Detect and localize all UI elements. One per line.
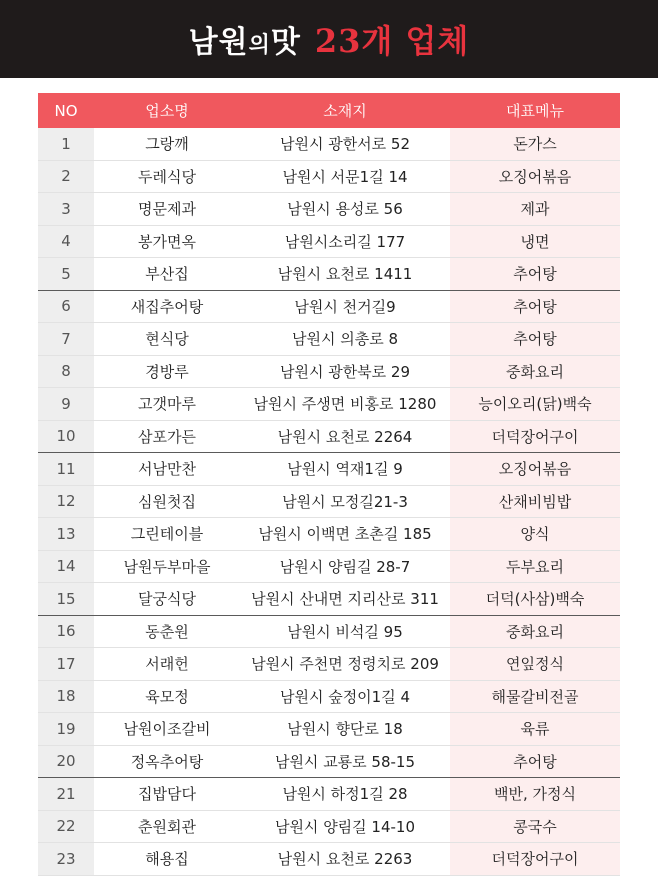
cell-menu: 더덕(사삼)백숙 [450,583,620,616]
cell-menu: 더덕장어구이 [450,843,620,876]
cell-name: 춘원회관 [94,810,240,843]
cell-name: 봉가면옥 [94,225,240,258]
table-row [38,615,620,648]
cell-menu: 두부요리 [450,550,620,583]
cell-name: 고갯마루 [94,388,240,421]
cell-no: 4 [38,225,94,258]
cell-menu: 능이오리(닭)백숙 [450,388,620,421]
cell-no: 7 [38,323,94,356]
cell-menu: 콩국수 [450,810,620,843]
title-tail-text: 맛 [270,25,301,60]
cell-name: 심원첫집 [94,485,240,518]
cell-no: 19 [38,713,94,746]
cell-menu: 산채비빔밥 [450,485,620,518]
cell-address: 남원시 모정길21-3 [240,485,450,518]
cell-name: 부산집 [94,258,240,291]
cell-menu: 오징어볶음 [450,160,620,193]
cell-no: 22 [38,810,94,843]
col-header-address: 소재지 [240,93,450,128]
cell-no: 6 [38,290,94,323]
table-row [38,518,620,551]
table-row [38,485,620,518]
cell-name: 서래헌 [94,648,240,681]
cell-name: 경방루 [94,355,240,388]
cell-no: 10 [38,420,94,453]
table-row [38,713,620,746]
table-header-row [38,93,620,128]
table-row [38,680,620,713]
table-row [38,355,620,388]
cell-menu: 냉면 [450,225,620,258]
col-header-menu: 대표메뉴 [450,93,620,128]
cell-address: 남원시소리길 177 [240,225,450,258]
table-row [38,550,620,583]
cell-name: 그랑깨 [94,128,240,160]
cell-name: 남원두부마을 [94,550,240,583]
cell-menu: 추어탕 [450,745,620,778]
table-row [38,323,620,356]
cell-name: 달궁식당 [94,583,240,616]
col-header-no: NO [38,93,94,128]
cell-address: 남원시 숲정이1길 4 [240,680,450,713]
table-row [38,160,620,193]
cell-name: 육모정 [94,680,240,713]
cell-name: 현식당 [94,323,240,356]
cell-no: 11 [38,453,94,486]
cell-menu: 오징어볶음 [450,453,620,486]
table-row [38,648,620,681]
table-row [38,388,620,421]
restaurant-table [38,93,620,876]
table-row [38,810,620,843]
cell-address: 남원시 양림길 28-7 [240,550,450,583]
title-main [189,17,301,61]
cell-no: 18 [38,680,94,713]
cell-menu: 연잎정식 [450,648,620,681]
cell-name: 집밥담다 [94,778,240,811]
cell-name: 동춘원 [94,615,240,648]
table-row [38,193,620,226]
cell-name: 삼포가든 [94,420,240,453]
cell-address: 남원시 산내면 지리산로 311 [240,583,450,616]
cell-no: 16 [38,615,94,648]
cell-menu: 더덕장어구이 [450,420,620,453]
cell-address: 남원시 향단로 18 [240,713,450,746]
cell-name: 서남만찬 [94,453,240,486]
cell-address: 남원시 서문1길 14 [240,160,450,193]
cell-name: 명문제과 [94,193,240,226]
table-row [38,778,620,811]
title-banner [0,0,658,78]
cell-address: 남원시 요천로 2264 [240,420,450,453]
table-row [38,290,620,323]
cell-address: 남원시 의총로 8 [240,323,450,356]
cell-address: 남원시 요천로 2263 [240,843,450,876]
cell-name: 남원이조갈비 [94,713,240,746]
table-row [38,128,620,160]
cell-no: 15 [38,583,94,616]
cell-address: 남원시 광한북로 29 [240,355,450,388]
cell-address: 남원시 주생면 비홍로 1280 [240,388,450,421]
table-row [38,420,620,453]
cell-name: 해용집 [94,843,240,876]
title-main-text: 남원 [188,25,249,60]
cell-menu: 백반, 가정식 [450,778,620,811]
cell-menu: 양식 [450,518,620,551]
cell-no: 2 [38,160,94,193]
title-count: 23개 업체 [314,22,470,60]
cell-menu: 추어탕 [450,323,620,356]
cell-menu: 제과 [450,193,620,226]
table-row [38,583,620,616]
cell-no: 12 [38,485,94,518]
cell-name: 그린테이블 [94,518,240,551]
cell-no: 17 [38,648,94,681]
title-small-text: 의 [248,32,271,58]
cell-address: 남원시 광한서로 52 [240,128,450,160]
cell-address: 남원시 역재1길 9 [240,453,450,486]
cell-address: 남원시 천거길9 [240,290,450,323]
cell-no: 14 [38,550,94,583]
cell-menu: 중화요리 [450,615,620,648]
cell-menu: 추어탕 [450,290,620,323]
cell-no: 23 [38,843,94,876]
cell-no: 13 [38,518,94,551]
table-row [38,843,620,876]
cell-menu: 중화요리 [450,355,620,388]
table-body [38,128,620,875]
cell-name: 두레식당 [94,160,240,193]
table-row [38,745,620,778]
col-header-name: 업소명 [94,93,240,128]
table-row [38,258,620,291]
cell-address: 남원시 하정1길 28 [240,778,450,811]
cell-address: 남원시 이백면 초촌길 185 [240,518,450,551]
cell-no: 3 [38,193,94,226]
cell-menu: 추어탕 [450,258,620,291]
cell-address: 남원시 비석길 95 [240,615,450,648]
cell-no: 1 [38,128,94,160]
cell-no: 20 [38,745,94,778]
cell-menu: 해물갈비전골 [450,680,620,713]
cell-no: 5 [38,258,94,291]
cell-address: 남원시 양림길 14-10 [240,810,450,843]
cell-no: 21 [38,778,94,811]
table-row [38,225,620,258]
cell-no: 9 [38,388,94,421]
cell-no: 8 [38,355,94,388]
cell-address: 남원시 교룡로 58-15 [240,745,450,778]
cell-address: 남원시 요천로 1411 [240,258,450,291]
cell-menu: 돈가스 [450,128,620,160]
cell-name: 새집추어탕 [94,290,240,323]
cell-address: 남원시 용성로 56 [240,193,450,226]
cell-menu: 육류 [450,713,620,746]
cell-name: 정옥추어탕 [94,745,240,778]
cell-address: 남원시 주천면 정령치로 209 [240,648,450,681]
table-row [38,453,620,486]
